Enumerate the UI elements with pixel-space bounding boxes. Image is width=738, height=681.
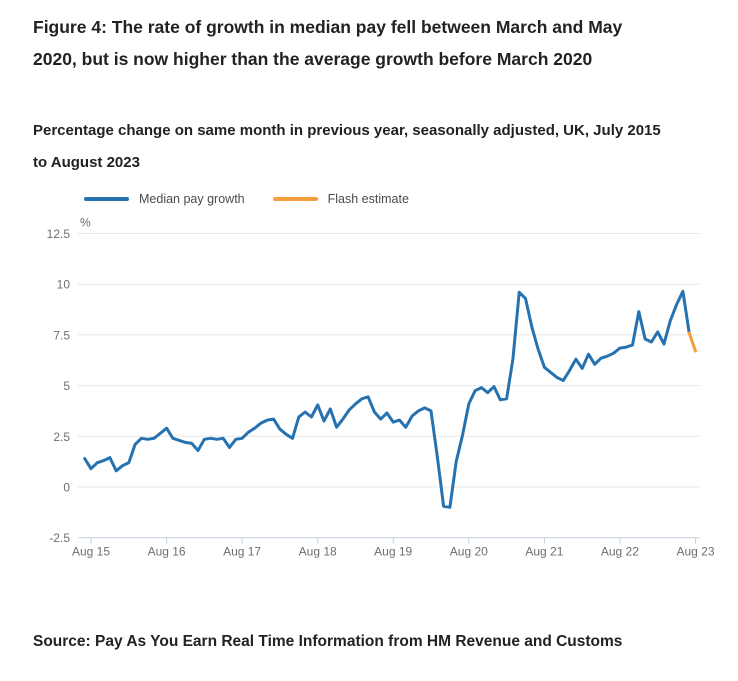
svg-text:5: 5 [63, 379, 70, 394]
svg-text:Aug 16: Aug 16 [147, 544, 186, 559]
svg-text:Aug 21: Aug 21 [525, 544, 564, 559]
svg-text:2.5: 2.5 [53, 429, 70, 444]
legend-label: Flash estimate [327, 192, 409, 206]
svg-text:Aug 22: Aug 22 [600, 544, 639, 559]
legend-label: Median pay growth [139, 192, 245, 206]
svg-text:Aug 18: Aug 18 [298, 544, 337, 559]
svg-text:10: 10 [56, 277, 70, 292]
svg-text:-2.5: -2.5 [49, 531, 70, 546]
svg-text:Aug 15: Aug 15 [71, 544, 111, 559]
svg-text:%: % [80, 215, 91, 230]
svg-text:Aug 23: Aug 23 [676, 544, 715, 559]
svg-text:Aug 19: Aug 19 [374, 544, 413, 559]
page-title: Figure 4: The rate of growth in median pay fell between March and May 2020, but is now higher than the average growth before March 2020 [33, 17, 623, 69]
svg-text:12.5: 12.5 [46, 227, 70, 241]
chart-plot-area [0, 186, 738, 576]
svg-text:Aug 20: Aug 20 [449, 544, 488, 559]
chart [0, 186, 738, 576]
svg-text:7.5: 7.5 [53, 328, 70, 343]
svg-text:0: 0 [63, 480, 70, 495]
svg-text:Aug 17: Aug 17 [223, 544, 262, 559]
chart-subtitle: Percentage change on same month in previous year, seasonally adjusted, UK, July 2015 to August 2023 [33, 122, 661, 171]
source-note: Source: Pay As You Earn Real Time Information from HM Revenue and Customs [33, 633, 623, 650]
